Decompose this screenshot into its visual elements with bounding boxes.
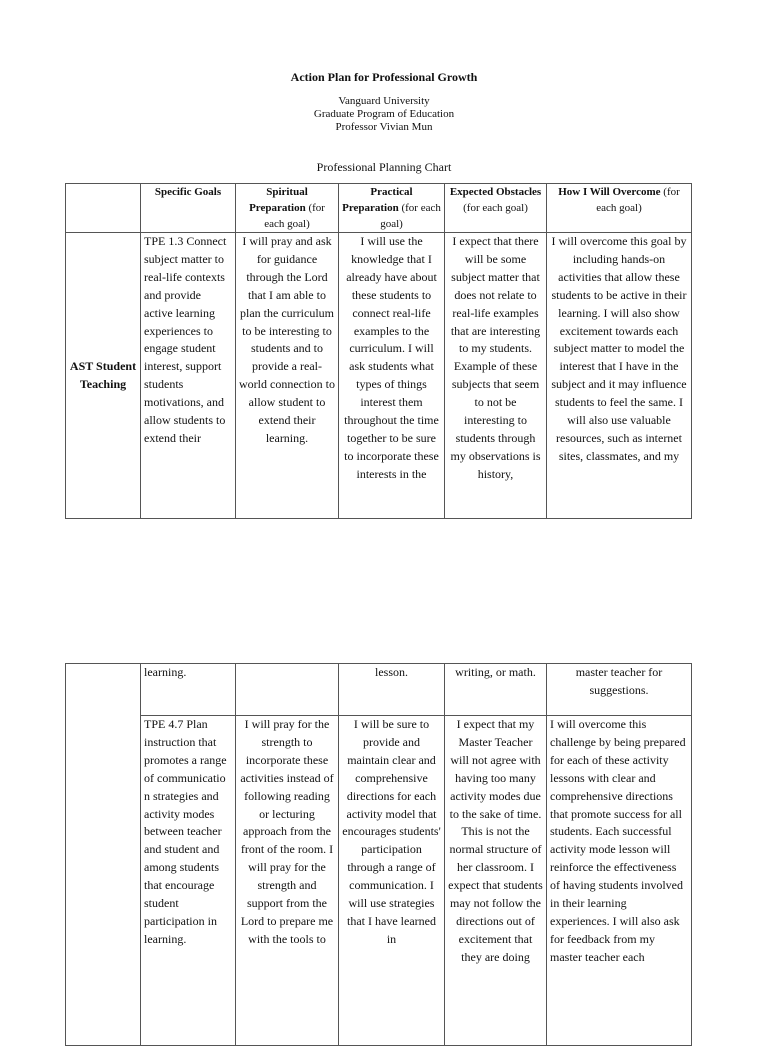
planning-table-page2 bbox=[65, 663, 692, 1046]
goal-cell: learning. bbox=[141, 664, 236, 716]
spiritual-cell: I will pray and ask for guidance through the Lord that I am able to plan the curriculum to be interesting to students and to provide a real-world connection to allow student to extend their learning. bbox=[236, 233, 339, 519]
header-empty-cell bbox=[66, 184, 141, 233]
header-specific-goals: Specific Goals bbox=[141, 184, 236, 233]
obstacles-cell: I expect that there will be some subject matter that does not relate to real-life examples that are interesting to my students. Example of these subjects that seem to not be interesting to students through my observations is history, bbox=[445, 233, 547, 519]
header-expected-obstacles: Expected Obstacles (for each goal) bbox=[445, 184, 547, 233]
goal-cell: TPE 4.7 Plan instruction that promotes a range of communicatio n strategies and activity modes between teacher and student and among students that encourage student participation in learning. bbox=[141, 716, 236, 1046]
document-title: Action Plan for Professional Growth bbox=[290, 70, 478, 84]
row-label-empty-cell bbox=[66, 664, 141, 1046]
table-header-row bbox=[66, 184, 692, 233]
overcome-cell: I will overcome this goal by including hands-on activities that allow these students to be active in their learning. I will also show excitement towards each subject matter to model the interest that I have in the subject and it may influence students to feel the same. I will also use valuable resources, such as internet sites, classmates, and my bbox=[547, 233, 692, 519]
professor-name: Professor Vivian Mun bbox=[335, 121, 433, 133]
obstacles-cell: I expect that my Master Teacher will not agree with having too many activity modes due to the sake of time. This is not the normal structure of her classroom. I expect that students may not follow the directions out of excitement that they are doing bbox=[445, 716, 547, 1046]
goal-cell: TPE 1.3 Connect subject matter to real-life contexts and provide active learning experiences to engage student interest, support students motivations, and allow students to extend their bbox=[141, 233, 236, 519]
chart-title: Professional Planning Chart bbox=[316, 160, 452, 174]
practical-cell: I will use the knowledge that I already have about these students to connect real-life examples to the curriculum. I will ask students what types of things interest them throughout the time together to be sure to incorporate these interests in the bbox=[339, 233, 445, 519]
table-row bbox=[66, 716, 692, 1046]
header-spiritual-preparation: Spiritual Preparation (for each goal) bbox=[236, 184, 339, 233]
overcome-cell: master teacher for suggestions. bbox=[547, 664, 692, 716]
row-label-ast-student-teaching: AST Student Teaching bbox=[66, 233, 141, 519]
practical-cell: I will be sure to provide and maintain clear and comprehensive directions for each activity model that encourages students' participation through a range of communication. I will use strategies that I have learned in bbox=[339, 716, 445, 1046]
overcome-cell: I will overcome this challenge by being prepared for each of these activity lessons with clear and comprehensive directions that promote success for all students. Each successful activity mode lesson will reinforce the effectiveness of having students involved in their learning experiences. I will also ask for feedback from my master teacher each bbox=[547, 716, 692, 1046]
practical-cell: lesson. bbox=[339, 664, 445, 716]
planning-table-page1 bbox=[65, 183, 692, 519]
spiritual-cell bbox=[236, 664, 339, 716]
spiritual-cell: I will pray for the strength to incorporate these activities instead of following reading or lecturing approach from the front of the room. I will pray for the strength and support from the Lord to prepare me with the tools to bbox=[236, 716, 339, 1046]
obstacles-cell: writing, or math. bbox=[445, 664, 547, 716]
program-name: Graduate Program of Education bbox=[313, 108, 455, 120]
header-practical-preparation: Practical Preparation (for each goal) bbox=[339, 184, 445, 233]
header-how-i-will-overcome: How I Will Overcome (for each goal) bbox=[547, 184, 692, 233]
table-row bbox=[66, 664, 692, 716]
table-row bbox=[66, 233, 692, 519]
university-name: Vanguard University bbox=[338, 95, 430, 107]
